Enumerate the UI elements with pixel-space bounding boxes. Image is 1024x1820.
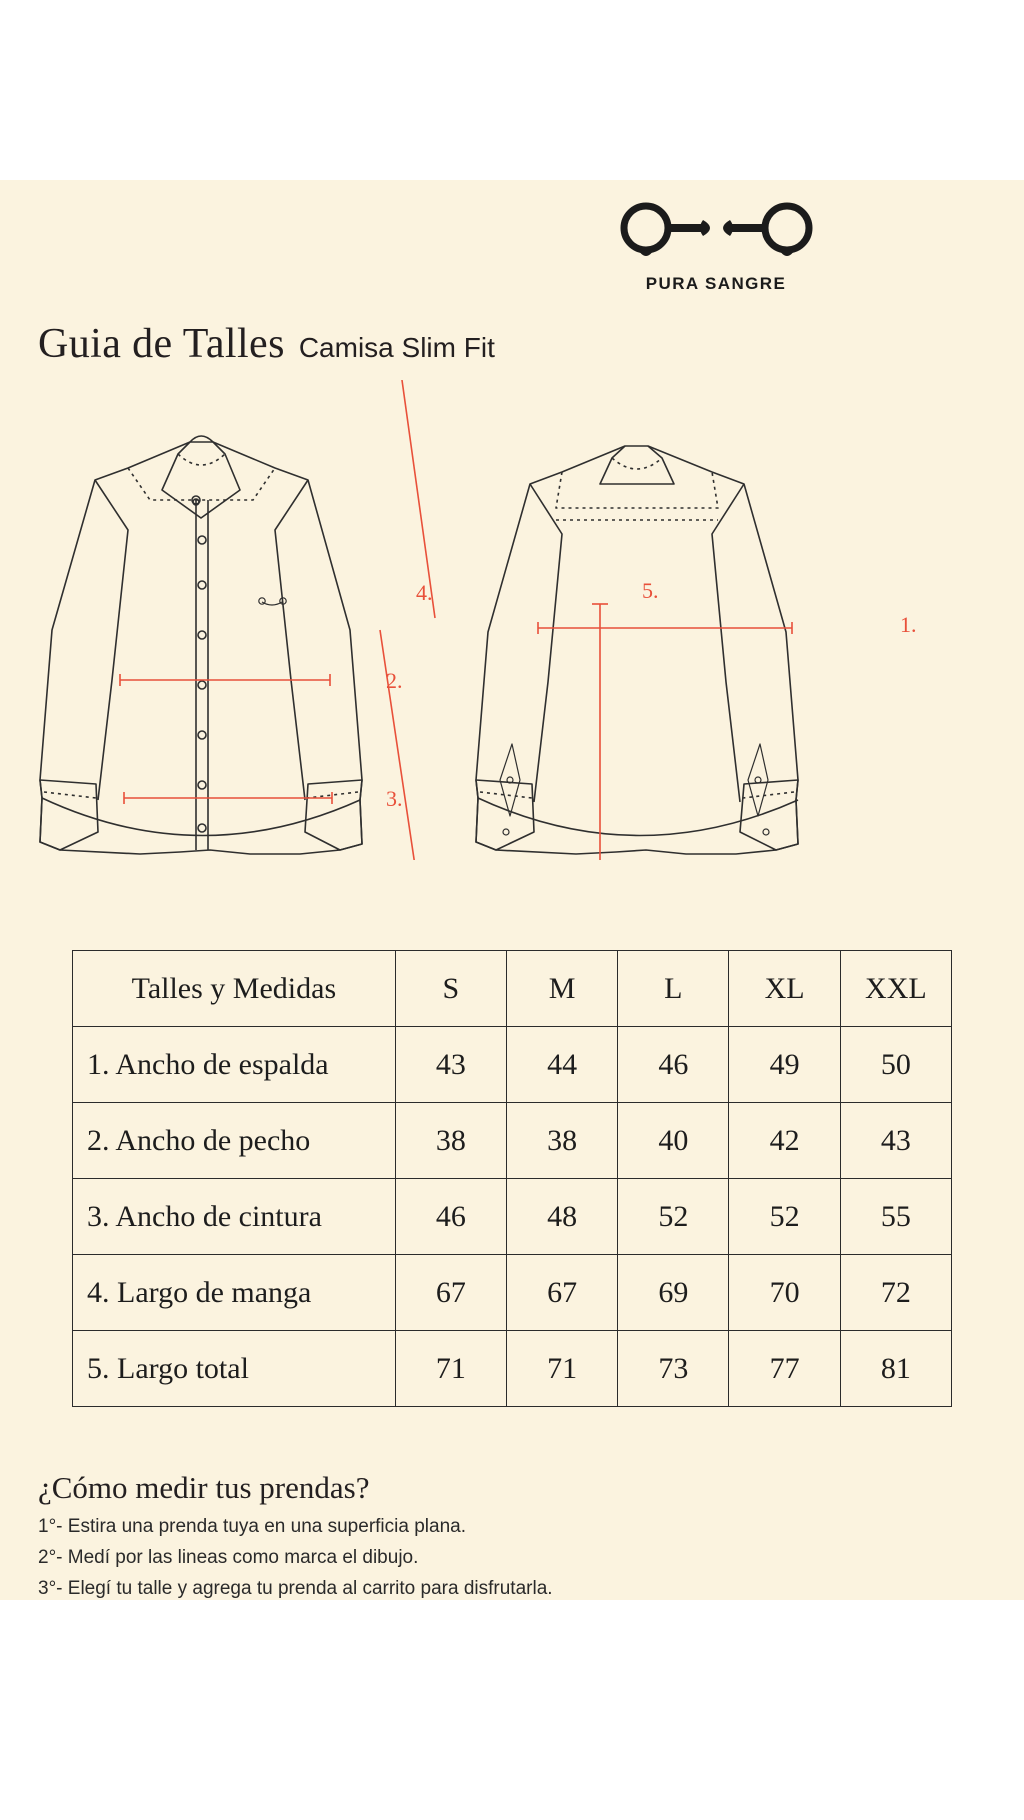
row-value: 49 — [729, 1027, 840, 1103]
row-value: 67 — [395, 1255, 506, 1331]
row-value: 55 — [840, 1179, 951, 1255]
table-row — [73, 1331, 952, 1407]
table-row — [73, 1027, 952, 1103]
table-header-row — [73, 951, 952, 1027]
camisa-back-view — [476, 446, 798, 854]
horse-bit-icon — [619, 200, 814, 270]
shirt-measurement-illustration — [0, 380, 1024, 860]
row-label: 1. Ancho de espalda — [73, 1027, 396, 1103]
row-value: 71 — [395, 1331, 506, 1407]
how-to-measure-step: 3°- Elegí tu talle y agrega tu prenda al carrito para disfrutarla. — [38, 1578, 553, 1599]
row-value: 42 — [729, 1103, 840, 1179]
row-value: 81 — [840, 1331, 951, 1407]
row-label: 2. Ancho de pecho — [73, 1103, 396, 1179]
row-value: 67 — [506, 1255, 617, 1331]
row-value: 70 — [729, 1255, 840, 1331]
row-value: 38 — [506, 1103, 617, 1179]
callout-5: 5. — [642, 578, 659, 603]
row-value: 40 — [618, 1103, 729, 1179]
row-value: 71 — [506, 1331, 617, 1407]
table-header-cell: XL — [729, 951, 840, 1027]
row-value: 48 — [506, 1179, 617, 1255]
row-value: 73 — [618, 1331, 729, 1407]
row-label: 4. Largo de manga — [73, 1255, 396, 1331]
table-header-cell: XXL — [840, 951, 951, 1027]
row-value: 52 — [618, 1179, 729, 1255]
row-label: 5. Largo total — [73, 1331, 396, 1407]
row-value: 46 — [618, 1027, 729, 1103]
row-value: 72 — [840, 1255, 951, 1331]
how-to-measure-title: ¿Cómo medir tus prendas? — [38, 1470, 370, 1505]
how-to-measure-section — [38, 1470, 978, 1609]
size-table-wrapper — [72, 950, 952, 1407]
page-title-main: Guia de Talles — [38, 321, 285, 367]
row-label: 3. Ancho de cintura — [73, 1179, 396, 1255]
table-header-cell: S — [395, 951, 506, 1027]
table-header-cell: M — [506, 951, 617, 1027]
size-table — [72, 950, 952, 1407]
size-guide-page — [0, 180, 1024, 1600]
table-row — [73, 1255, 952, 1331]
table-row — [73, 1179, 952, 1255]
page-title-sub: Camisa Slim Fit — [298, 332, 495, 363]
row-value: 43 — [840, 1103, 951, 1179]
row-value: 50 — [840, 1027, 951, 1103]
row-value: 43 — [395, 1027, 506, 1103]
table-row — [73, 1103, 952, 1179]
row-value: 38 — [395, 1103, 506, 1179]
row-value: 44 — [506, 1027, 617, 1103]
page-title — [38, 320, 495, 368]
callout-1: 1. — [900, 612, 917, 637]
row-value: 77 — [729, 1331, 840, 1407]
table-header-cell: Talles y Medidas — [73, 951, 396, 1027]
camisa-front-view — [40, 436, 362, 854]
row-value: 52 — [729, 1179, 840, 1255]
row-value: 69 — [618, 1255, 729, 1331]
table-header-cell: L — [618, 951, 729, 1027]
callout-2: 2. — [386, 668, 403, 693]
how-to-measure-step: 1°- Estira una prenda tuya en una superficia plana. — [38, 1516, 466, 1537]
row-value: 46 — [395, 1179, 506, 1255]
callout-4: 4. — [416, 580, 433, 605]
brand-name: PURA SANGRE — [645, 274, 787, 293]
callout-3: 3. — [386, 786, 403, 811]
brand-logo — [616, 200, 816, 294]
how-to-measure-step: 2°- Medí por las lineas como marca el dibujo. — [38, 1547, 419, 1568]
